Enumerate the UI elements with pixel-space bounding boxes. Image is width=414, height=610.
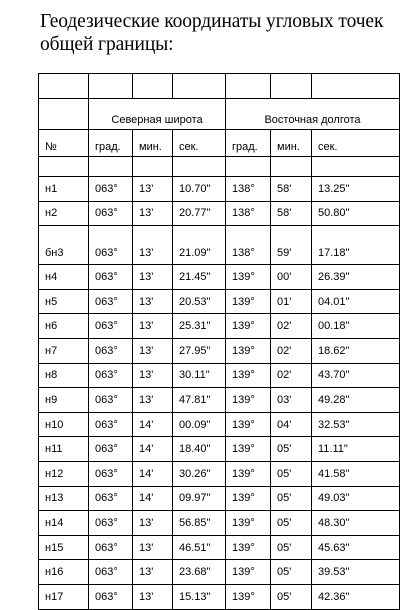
lat-sec-cell: 20.53": [173, 289, 226, 314]
lat-min-cell: 13': [133, 388, 173, 413]
point-id-cell: н14: [39, 511, 89, 536]
latitude-group-header: Северная широта: [89, 99, 226, 130]
lon-min-cell: 58': [271, 201, 312, 226]
lat-deg-cell: 063°: [89, 363, 133, 388]
table-row: [39, 412, 400, 437]
lat-sec-cell: 20.77": [173, 201, 226, 226]
lat-min-cell: 13': [133, 177, 173, 202]
table-cell: [89, 157, 133, 177]
lon-deg-cell: 139°: [226, 560, 271, 585]
lon-deg-cell: 139°: [226, 289, 271, 314]
table-cell: [226, 74, 271, 99]
point-id-cell: н5: [39, 289, 89, 314]
table-row: [39, 486, 400, 511]
lat-sec-header: сек.: [173, 130, 226, 157]
lat-min-cell: 13': [133, 363, 173, 388]
lon-min-cell: 05': [271, 437, 312, 462]
lat-deg-cell: 063°: [89, 388, 133, 413]
table-cell: [312, 74, 400, 99]
lat-min-cell: 13': [133, 338, 173, 363]
point-id-cell: н9: [39, 388, 89, 413]
point-id-cell: н12: [39, 461, 89, 486]
point-id-cell: н8: [39, 363, 89, 388]
lat-sec-cell: 21.09": [173, 226, 226, 265]
lon-deg-cell: 139°: [226, 388, 271, 413]
point-id-cell: н17: [39, 584, 89, 609]
lon-sec-cell: 13.25": [312, 177, 400, 202]
lat-min-cell: 14': [133, 437, 173, 462]
lon-deg-cell: 139°: [226, 437, 271, 462]
lat-deg-cell: 063°: [89, 437, 133, 462]
lon-deg-cell: 139°: [226, 265, 271, 290]
lat-sec-cell: 56.85": [173, 511, 226, 536]
lat-deg-cell: 063°: [89, 226, 133, 265]
table-cell: [312, 157, 400, 177]
number-header: №: [39, 130, 89, 157]
lon-min-cell: 05': [271, 535, 312, 560]
table-row: [39, 535, 400, 560]
lat-deg-cell: 063°: [89, 201, 133, 226]
lon-deg-cell: 139°: [226, 511, 271, 536]
lat-min-cell: 14': [133, 486, 173, 511]
point-id-cell: н10: [39, 412, 89, 437]
table-spacer-row: [39, 157, 400, 177]
lon-min-cell: 02': [271, 338, 312, 363]
table-group-header-row: [39, 99, 400, 130]
table-cell: [271, 157, 312, 177]
lon-min-cell: 03': [271, 388, 312, 413]
table-row: [39, 511, 400, 536]
longitude-group-header: Восточная долгота: [226, 99, 400, 130]
lat-sec-cell: 46.51": [173, 535, 226, 560]
coordinates-table: [38, 73, 400, 610]
lon-sec-cell: 11.11": [312, 437, 400, 462]
lat-deg-cell: 063°: [89, 338, 133, 363]
lat-sec-cell: 18.40": [173, 437, 226, 462]
lon-deg-cell: 139°: [226, 363, 271, 388]
table-cell: [133, 74, 173, 99]
point-id-cell: н7: [39, 338, 89, 363]
lon-sec-cell: 49.03": [312, 486, 400, 511]
lat-min-cell: 13': [133, 201, 173, 226]
table-cell: [39, 157, 89, 177]
table-cell: [39, 74, 89, 99]
table-cell: [89, 74, 133, 99]
lon-deg-cell: 139°: [226, 314, 271, 339]
lon-sec-cell: 26.39": [312, 265, 400, 290]
lon-deg-cell: 138°: [226, 226, 271, 265]
table-row: [39, 388, 400, 413]
table-row: [39, 201, 400, 226]
lat-deg-cell: 063°: [89, 560, 133, 585]
lat-deg-cell: 063°: [89, 265, 133, 290]
table-cell: [226, 157, 271, 177]
lat-min-cell: 14': [133, 412, 173, 437]
table-cell: [173, 157, 226, 177]
lon-sec-cell: 48.30": [312, 511, 400, 536]
table-row: [39, 265, 400, 290]
lon-deg-cell: 139°: [226, 486, 271, 511]
table-row: [39, 461, 400, 486]
point-id-cell: н11: [39, 437, 89, 462]
lat-sec-cell: 47.81": [173, 388, 226, 413]
lon-sec-cell: 45.63": [312, 535, 400, 560]
lon-sec-cell: 17.18": [312, 226, 400, 265]
lon-min-cell: 59': [271, 226, 312, 265]
lat-deg-cell: 063°: [89, 486, 133, 511]
lat-min-header: мин.: [133, 130, 173, 157]
lon-sec-cell: 32.53": [312, 412, 400, 437]
lon-deg-header: град.: [226, 130, 271, 157]
lat-sec-cell: 25.31": [173, 314, 226, 339]
table-row: [39, 584, 400, 609]
point-id-cell: н13: [39, 486, 89, 511]
lat-deg-cell: 063°: [89, 461, 133, 486]
table-row: [39, 226, 400, 265]
lat-deg-cell: 063°: [89, 314, 133, 339]
lat-deg-cell: 063°: [89, 584, 133, 609]
point-id-cell: н15: [39, 535, 89, 560]
lon-deg-cell: 139°: [226, 584, 271, 609]
point-id-cell: н4: [39, 265, 89, 290]
table-cell: [39, 99, 89, 130]
point-id-cell: н6: [39, 314, 89, 339]
lon-min-cell: 02': [271, 314, 312, 339]
lon-min-cell: 02': [271, 363, 312, 388]
lon-min-cell: 01': [271, 289, 312, 314]
lat-deg-cell: 063°: [89, 177, 133, 202]
lon-min-cell: 05': [271, 560, 312, 585]
point-id-cell: н1: [39, 177, 89, 202]
table-cell: [173, 74, 226, 99]
lat-sec-cell: 30.11": [173, 363, 226, 388]
lon-min-cell: 05': [271, 461, 312, 486]
lat-min-cell: 13': [133, 511, 173, 536]
lat-sec-cell: 09.97": [173, 486, 226, 511]
table-row: [39, 314, 400, 339]
lon-deg-cell: 139°: [226, 461, 271, 486]
table-row: [39, 338, 400, 363]
lon-sec-cell: 41.58": [312, 461, 400, 486]
lat-min-cell: 13': [133, 289, 173, 314]
lat-sec-cell: 15.13": [173, 584, 226, 609]
lon-sec-cell: 43.70": [312, 363, 400, 388]
lon-sec-cell: 04.01": [312, 289, 400, 314]
lat-deg-cell: 063°: [89, 289, 133, 314]
lat-min-cell: 14': [133, 461, 173, 486]
lat-deg-cell: 063°: [89, 511, 133, 536]
table-cell: [133, 157, 173, 177]
lon-deg-cell: 139°: [226, 535, 271, 560]
lat-sec-cell: 23.68": [173, 560, 226, 585]
lat-sec-cell: 27.95": [173, 338, 226, 363]
lat-min-cell: 13': [133, 535, 173, 560]
table-row: [39, 289, 400, 314]
lon-min-cell: 58': [271, 177, 312, 202]
table-subheader-row: [39, 130, 400, 157]
lon-sec-cell: 49.28": [312, 388, 400, 413]
lat-sec-cell: 21.45": [173, 265, 226, 290]
lat-min-cell: 13': [133, 560, 173, 585]
lat-sec-cell: 10.70": [173, 177, 226, 202]
lat-deg-cell: 063°: [89, 535, 133, 560]
lat-sec-cell: 00.09": [173, 412, 226, 437]
lon-sec-cell: 39.53": [312, 560, 400, 585]
lat-min-cell: 13': [133, 584, 173, 609]
lat-min-cell: 13': [133, 226, 173, 265]
lon-sec-header: сек.: [312, 130, 400, 157]
lon-min-header: мин.: [271, 130, 312, 157]
lon-deg-cell: 139°: [226, 338, 271, 363]
lon-deg-cell: 138°: [226, 177, 271, 202]
table-row: [39, 437, 400, 462]
lon-sec-cell: 50.80": [312, 201, 400, 226]
lon-deg-cell: 139°: [226, 412, 271, 437]
lat-deg-cell: 063°: [89, 412, 133, 437]
point-id-cell: бн3: [39, 226, 89, 265]
lon-min-cell: 05': [271, 511, 312, 536]
lat-deg-header: град.: [89, 130, 133, 157]
lon-min-cell: 05': [271, 486, 312, 511]
point-id-cell: н2: [39, 201, 89, 226]
lon-sec-cell: 00.18": [312, 314, 400, 339]
lon-min-cell: 00': [271, 265, 312, 290]
lon-min-cell: 04': [271, 412, 312, 437]
table-cell: [271, 74, 312, 99]
table-blank-row: [39, 74, 400, 99]
table-row: [39, 363, 400, 388]
lat-sec-cell: 30.26": [173, 461, 226, 486]
lon-sec-cell: 18.62": [312, 338, 400, 363]
document-title: Геодезические координаты угловых точек общей границы:: [40, 11, 384, 55]
lon-deg-cell: 138°: [226, 201, 271, 226]
lat-min-cell: 13': [133, 314, 173, 339]
point-id-cell: н16: [39, 560, 89, 585]
lon-sec-cell: 42.36": [312, 584, 400, 609]
lon-min-cell: 05': [271, 584, 312, 609]
table-row: [39, 177, 400, 202]
lat-min-cell: 13': [133, 265, 173, 290]
